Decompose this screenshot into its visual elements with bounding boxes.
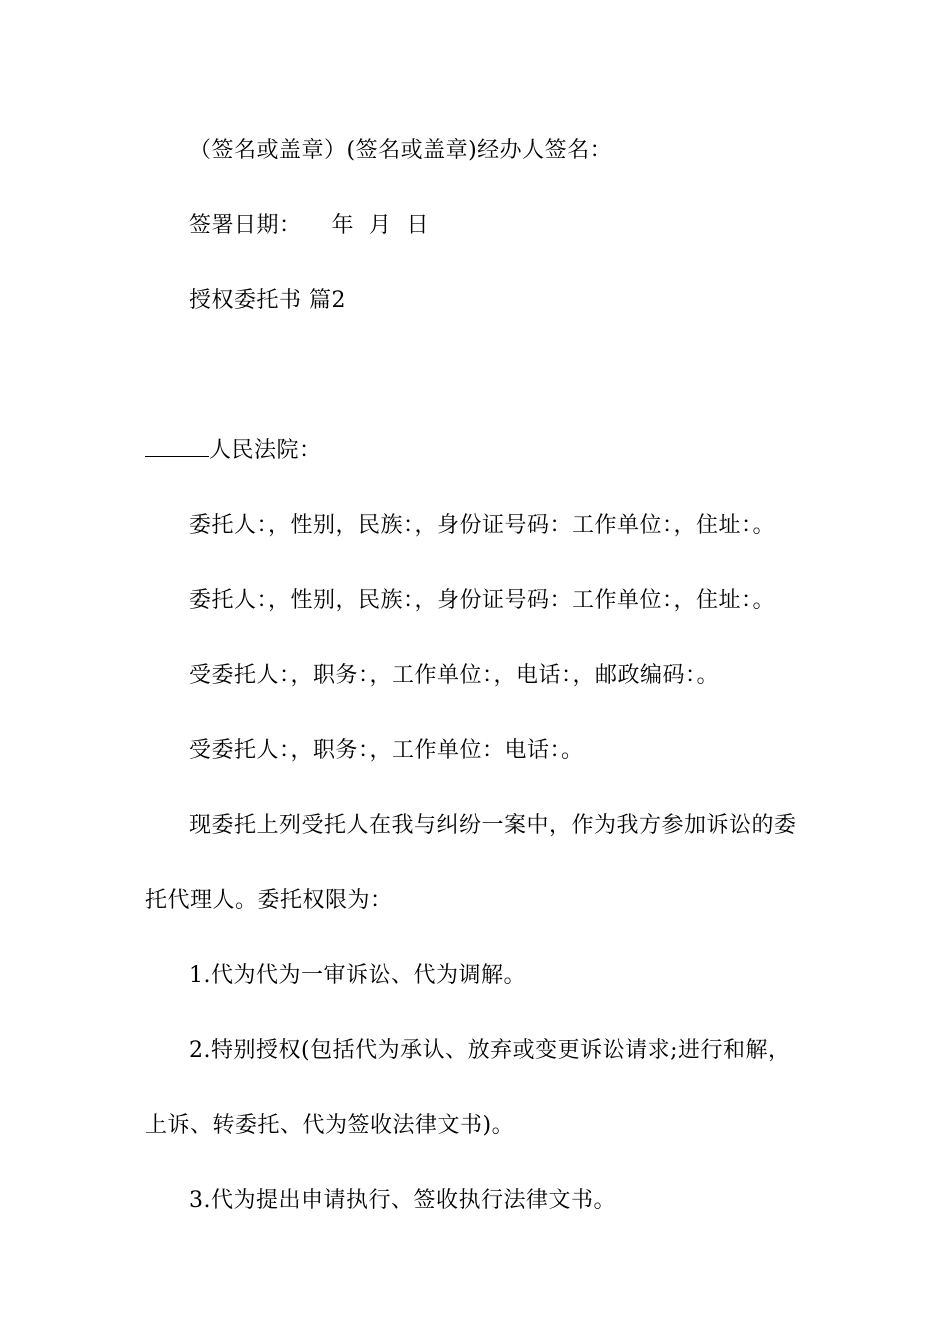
agent-line-1: 受委托人：，职务：，工作单位：，电话：，邮政编码：。 [189, 663, 720, 688]
principal-line-2: 委托人：，性别，民族：，身份证号码：工作单位：，住址：。 [189, 588, 776, 613]
delegation-paragraph-line-2: 托代理人。委托权限为： [145, 888, 393, 913]
agent-line-2: 受委托人：，职务：，工作单位：电话：。 [189, 738, 584, 763]
court-addressee-line [145, 436, 322, 466]
court-addressee-text: 人民法院： [209, 438, 322, 463]
authority-item-2-line-1: 2.特别授权(包括代为承认、放弃或变更诉讼请求;进行和解， [189, 1038, 791, 1063]
section-heading: 授权委托书 篇2 [189, 288, 346, 313]
authority-item-1: 1.代为代为一审诉讼、代为调解。 [189, 963, 526, 988]
authority-item-3: 3.代为提出申请执行、签收执行法律文书。 [189, 1188, 616, 1213]
authority-item-2-line-2: 上诉、转委托、代为签收法律文书)。 [145, 1113, 515, 1138]
principal-line-1: 委托人：，性别，民族：，身份证号码：工作单位：，住址：。 [189, 513, 776, 538]
delegation-paragraph-line-1: 现委托上列受托人在我与纠纷一案中，作为我方参加诉讼的委 [189, 813, 797, 838]
signing-date-line: 签署日期： 年 月 日 [189, 213, 429, 238]
blank-underline [145, 438, 209, 457]
signature-line: （签名或盖章）(签名或盖章)经办人签名： [189, 138, 613, 163]
